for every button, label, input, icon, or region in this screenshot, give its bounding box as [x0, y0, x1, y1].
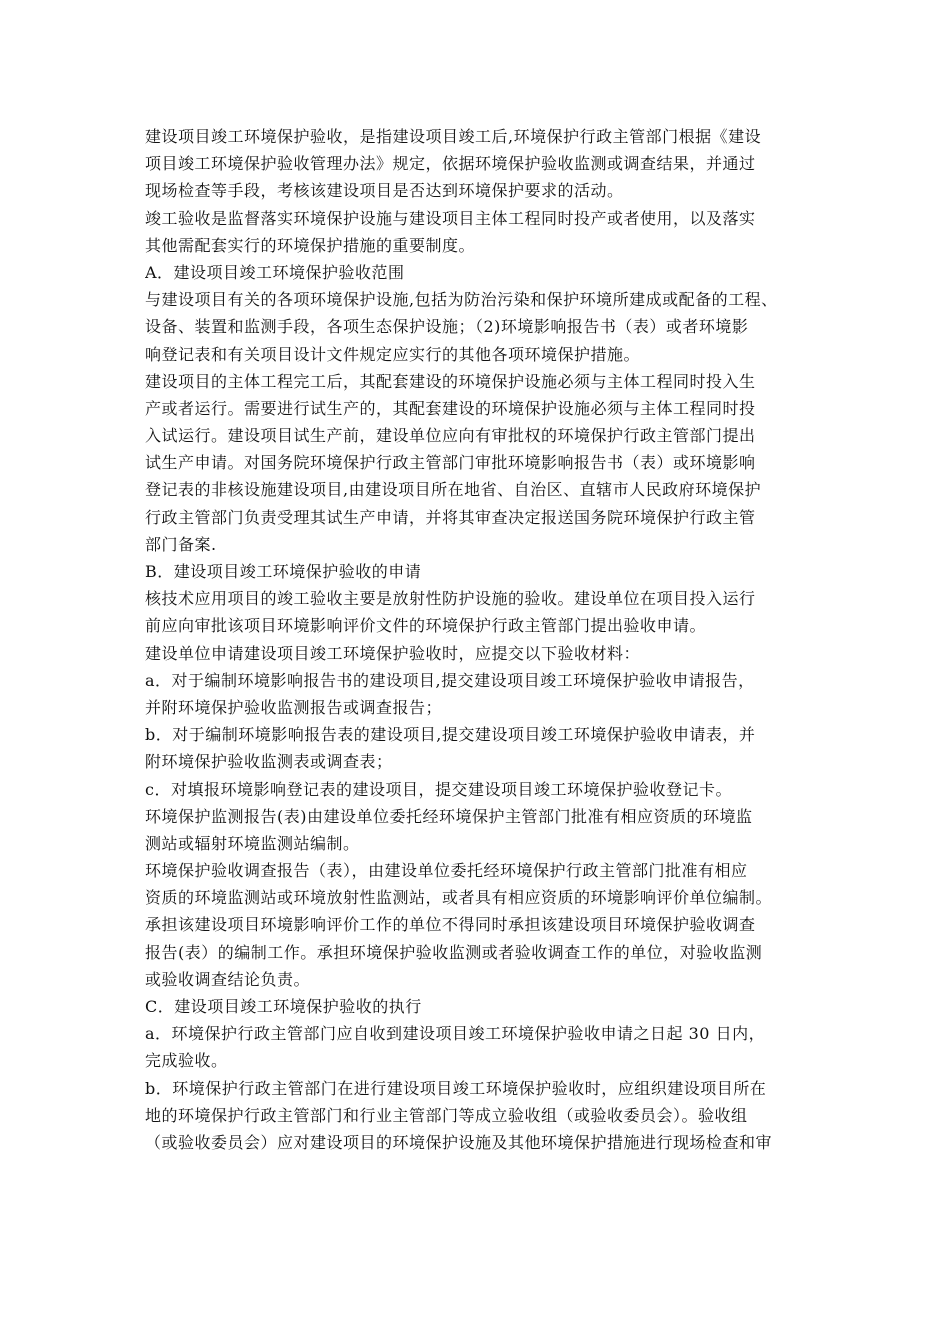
text-line: 部门备案.: [145, 534, 217, 554]
text-line: 环境保护验收调查报告（表），由建设单位委托经环境保护行政主管部门批准有相应: [145, 861, 748, 881]
text-line: 现场检查等手段，考核该建设项目是否达到环境保护要求的活动。: [145, 181, 624, 201]
list-item-line: c．对填报环境影响登记表的建设项目，提交建设项目竣工环境保护验收登记卡。: [145, 779, 732, 799]
text-line: 核技术应用项目的竣工验收主要是放射性防护设施的验收。建设单位在项目投入运行: [145, 589, 756, 609]
text-line: 或验收调查结论负责。: [145, 969, 311, 989]
section-heading-b: B．建设项目竣工环境保护验收的申请: [145, 562, 422, 581]
text-line: 产或者运行。需要进行试生产的，其配套建设的环境保护设施必须与主体工程同时投: [145, 398, 756, 418]
text-line: 登记表的非核设施建设项目,由建设项目所在地省、自治区、直辖市人民政府环境保护: [145, 480, 762, 500]
text-line: 行政主管部门负责受理其试生产申请，并将其审查决定报送国务院环境保护行政主管: [145, 507, 756, 527]
list-item-line: a．对于编制环境影响报告书的建设项目,提交建设项目竣工环境保护验收申请报告，: [145, 670, 755, 690]
text-line: 报告(表）的编制工作。承担环境保护验收监测或者验收调查工作的单位，对验收监测: [145, 942, 763, 962]
text-line: 建设项目竣工环境保护验收，是指建设项目竣工后,环境保护行政主管部门根据《建设: [145, 127, 762, 146]
list-item-line: b．环境保护行政主管部门在进行建设项目竣工环境保护验收时，应组织建设项目所在: [145, 1078, 767, 1098]
text-line: 设备、装置和监测手段，各项生态保护设施；（2)环境影响报告书（表）或者环境影: [145, 317, 749, 337]
section-heading-a: A．建设项目竣工环境保护验收范围: [145, 262, 405, 282]
section-heading-c: C．建设项目竣工环境保护验收的执行: [145, 997, 422, 1016]
text-line: 环境保护监测报告(表)由建设单位委托经环境保护主管部门批准有相应资质的环境监: [145, 806, 753, 826]
list-item-line: b．对于编制环境影响报告表的建设项目,提交建设项目竣工环境保护验收申请表，并: [145, 725, 756, 745]
list-item-line: 并附环境保护验收监测报告或调查报告；: [145, 697, 443, 717]
list-item-line: 地的环境保护行政主管部门和行业主管部门等成立验收组（或验收委员会）。验收组: [145, 1105, 748, 1125]
list-item-line: 完成验收。: [145, 1051, 228, 1071]
text-line: 其他需配套实行的环境保护措施的重要制度。: [145, 235, 476, 255]
list-item-line: a．环境保护行政主管部门应自收到建设项目竣工环境保护验收申请之日起 30 日内，: [145, 1024, 766, 1044]
text-line: 项目竣工环境保护验收管理办法》规定，依据环境保护验收监测或调查结果，并通过: [145, 154, 756, 174]
text-line: 入试运行。建设项目试生产前，建设单位应向有审批权的环境保护行政主管部门提出: [145, 426, 756, 446]
text-line: 与建设项目有关的各项环境保护设施,包括为防治污染和保护环境所建成或配备的工程、: [145, 290, 778, 310]
text-line: 建设单位申请建设项目竣工环境保护验收时，应提交以下验收材料：: [145, 643, 641, 663]
list-item-line: 附环境保护验收监测表或调查表；: [145, 752, 393, 772]
text-line: 承担该建设项目环境影响评价工作的单位不得同时承担该建设项目环境保护验收调查: [145, 915, 756, 935]
text-line: 测站或辐射环境监测站编制。: [145, 833, 360, 853]
text-line: 试生产申请。对国务院环境保护行政主管部门审批环境影响报告书（表）或环境影响: [145, 453, 756, 473]
text-line: 资质的环境监测站或环境放射性监测站，或者具有相应资质的环境影响评价单位编制。: [145, 888, 773, 908]
text-line: 响登记表和有关项目设计文件规定应实行的其他各项环境保护措施。: [145, 344, 641, 364]
list-item-line: （或验收委员会）应对建设项目的环境保护设施及其他环境保护措施进行现场检查和审: [145, 1132, 773, 1152]
text-line: 前应向审批该项目环境影响评价文件的环境保护行政主管部门提出验收申请。: [145, 616, 707, 636]
text-line: 竣工验收是监督落实环境保护设施与建设项目主体工程同时投产或者使用，以及落实: [145, 208, 756, 228]
document-body: [145, 123, 825, 1156]
text-line: 建设项目的主体工程完工后，其配套建设的环境保护设施必须与主体工程同时投入生: [145, 371, 756, 391]
